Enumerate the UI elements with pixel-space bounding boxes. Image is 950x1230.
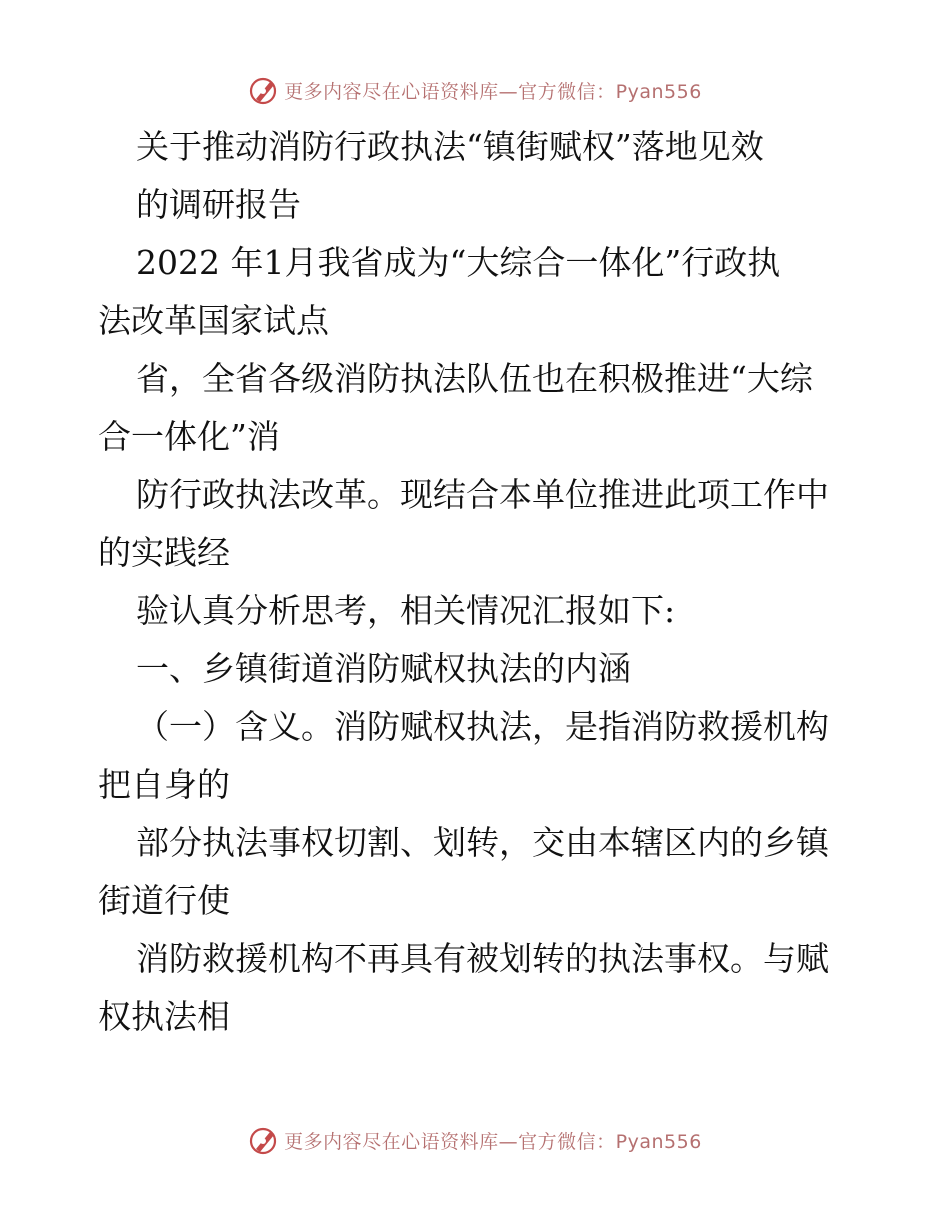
text-line: 街道行使 [98,881,230,920]
text-line: （一）含义。消防赋权执法，是指消防救援机构 [136,707,829,746]
text-line: 权执法相 [98,997,230,1036]
footer-watermark [0,1120,950,1160]
text-line: 防行政执法改革。现结合本单位推进此项工作中 [136,475,829,514]
text-line: 法改革国家试点 [98,301,329,340]
text-line: 验认真分析思考，相关情况汇报如下: [136,591,676,630]
text-line: 把自身的 [98,765,230,804]
text-line: 部分执法事权切割、划转，交由本辖区内的乡镇 [136,823,829,862]
text-line: 省，全省各级消防执法队伍也在积极推进“大综 [136,359,813,398]
title-line-1: 关于推动消防行政执法“镇街赋权”落地见效 [136,127,764,166]
text-line: 合一体化”消 [98,417,280,456]
text-line: 的实践经 [98,533,230,572]
text-line: 2022 年1月我省成为“大综合一体化”行政执 [136,243,781,282]
title-line-2: 的调研报告 [136,185,301,224]
section-heading: 一、乡镇街道消防赋权执法的内涵 [136,649,631,688]
pen-logo-icon [248,1124,280,1156]
text-line: 消防救援机构不再具有被划转的执法事权。与赋 [136,939,829,978]
header-watermark [0,70,950,110]
document-body [98,118,858,1046]
watermark-text: 更多内容尽在心语资料库—官方微信：Pyan556 [284,80,702,103]
pen-logo-icon [248,74,280,106]
watermark-text: 更多内容尽在心语资料库—官方微信：Pyan556 [284,1130,702,1153]
